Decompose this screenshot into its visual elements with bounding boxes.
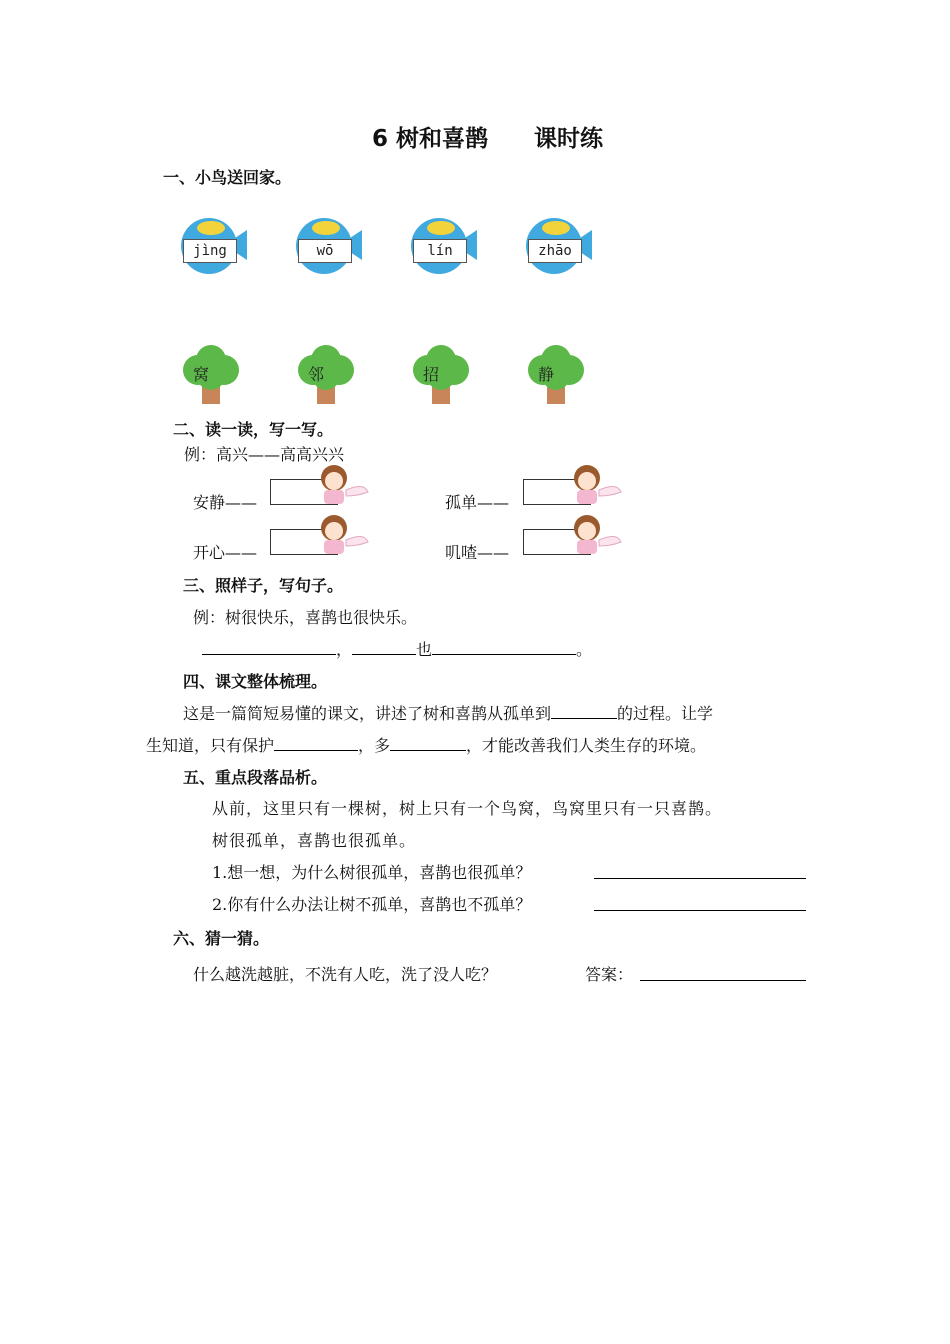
pinyin-card: wō: [298, 239, 352, 263]
word-prompt-3: 开心——: [193, 543, 258, 562]
summary-blank-3[interactable]: [390, 734, 466, 751]
sentence-blank-2[interactable]: [352, 638, 416, 655]
page-title: 6 树和喜鹊 课时练: [372, 126, 604, 152]
question-1: 1.想一想，为什么树很孤单，喜鹊也很孤单？: [212, 863, 532, 882]
word-prompt-4: 叽喳——: [445, 543, 510, 562]
section-5-heading: 五、重点段落品析。: [183, 768, 328, 787]
girl-icon: [565, 512, 623, 556]
section-2-example: 例：高兴——高高兴兴: [184, 445, 345, 464]
tree-icon: [408, 344, 474, 406]
summary-line-1: 这是一篇简短易懂的课文，讲述了树和喜鹊从孤单到 的过程。让学: [183, 704, 714, 723]
question-1-answer[interactable]: [594, 862, 806, 879]
passage-line-2: 树很孤单，喜鹊也很孤单。: [212, 831, 417, 850]
bird-2[interactable]: [292, 214, 364, 278]
word-prompt-2: 孤单——: [445, 493, 510, 512]
question-2: 2.你有什么办法让树不孤单，喜鹊也不孤单？: [212, 895, 532, 914]
pinyin-card: zhāo: [528, 239, 582, 263]
tree-icon: [523, 344, 589, 406]
tree-4[interactable]: [523, 344, 589, 406]
sentence-line: ， 也 。: [202, 637, 592, 660]
sentence-blank-1[interactable]: [202, 638, 336, 655]
riddle-answer[interactable]: [640, 964, 806, 981]
answer-label: 答案：: [585, 965, 634, 984]
pinyin-card: lín: [413, 239, 467, 263]
section-6-heading: 六、猜一猜。: [173, 929, 270, 948]
section-1-heading: 一、小鸟送回家。: [163, 168, 292, 187]
question-2-answer[interactable]: [594, 894, 806, 911]
girl-icon: [565, 462, 623, 506]
passage-line-1: 从前，这里只有一棵树，树上只有一个鸟窝，鸟窝里只有一只喜鹊。: [212, 799, 723, 818]
summary-blank-1[interactable]: [551, 702, 617, 719]
tree-icon: [178, 344, 244, 406]
section-3-example: 例：树很快乐，喜鹊也很快乐。: [193, 608, 418, 627]
bird-1[interactable]: [177, 214, 249, 278]
bird-4[interactable]: [522, 214, 594, 278]
girl-icon: [312, 512, 370, 556]
tree-character: 邻: [308, 365, 325, 384]
bird-3[interactable]: [407, 214, 479, 278]
tree-3[interactable]: [408, 344, 474, 406]
section-3-heading: 三、照样子，写句子。: [183, 576, 344, 595]
sentence-blank-3[interactable]: [432, 638, 576, 655]
pinyin-card: jìng: [183, 239, 237, 263]
riddle-text: 什么越洗越脏，不洗有人吃，洗了没人吃？: [193, 965, 498, 984]
word-prompt-1: 安静——: [193, 493, 258, 512]
tree-character: 静: [538, 365, 555, 384]
tree-character: 招: [423, 365, 440, 384]
summary-blank-2[interactable]: [274, 734, 358, 751]
section-2-heading: 二、读一读，写一写。: [173, 420, 334, 439]
tree-2[interactable]: [293, 344, 359, 406]
tree-character: 窝: [193, 365, 210, 384]
tree-1[interactable]: [178, 344, 244, 406]
section-4-heading: 四、课文整体梳理。: [183, 672, 328, 691]
girl-icon: [312, 462, 370, 506]
summary-line-2: 生知道，只有保护 ，多 ，才能改善我们人类生存的环境。: [146, 736, 707, 755]
tree-icon: [293, 344, 359, 406]
